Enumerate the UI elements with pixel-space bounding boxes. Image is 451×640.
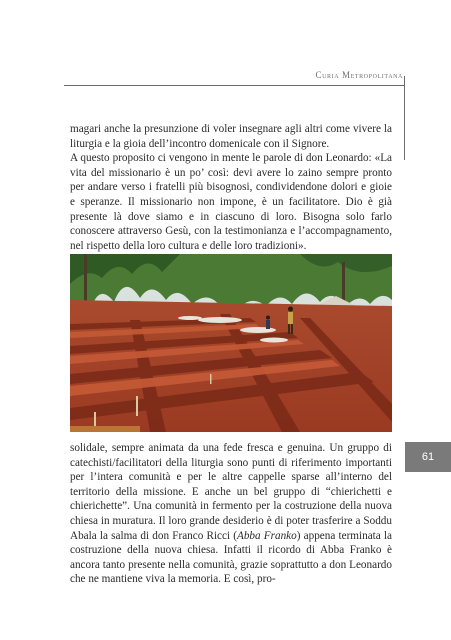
construction-site-photo <box>70 254 392 432</box>
paragraph <box>70 441 392 587</box>
header-rule-horizontal <box>64 85 405 86</box>
construction-site-illustration <box>70 254 392 432</box>
running-head: Curia Metropolitana <box>315 70 403 80</box>
paragraph-text: solidale, sempre animata da una fede fresca e genuina. Un gruppo di catechisti/facilitatori della liturgia sono punti di riferimento importanti per l’intera comunità e per le altre cappelle sparse all’interno del territorio della missione. E anche un bel gruppo di “chierichetti e chierichette”. Una comunità in fermento per la costruzione della nuova chiesa in muratura. Il loro grande desiderio è di poter trasferire a Soddu Abala la salma di don Franco Ricci ( <box>70 442 392 542</box>
paragraph: magari anche la presunzione di voler insegnare agli altri come vivere la liturgia e la gioia dell’incontro domenicale con il Signore. <box>70 123 392 150</box>
page-number-tab <box>405 442 451 472</box>
paragraph: A questo proposito ci vengono in mente le parole di don Leonardo: «La vita del missionario è un po’ così: devi avere lo zaino sempre pronto per andare verso i fratelli più bisognosi, condividendone dolori e gioie e speranze. Il missionario non impone, è un facilitatore. Dio è già presente là dove siamo e in ciascuno di loro. Bisogna solo farlo conoscere attraverso Gesù, con la testimonianza e l’accompagnamento, nel rispetto della loro cultura e delle loro tradizioni». <box>70 152 392 252</box>
page-number: 61 <box>421 451 435 463</box>
body-text-top <box>70 122 392 268</box>
paragraph-text: ) appena terminata la costruzione della nuova chiesa. Infatti il ricordo di Abba Franko è ancora tanto presente nella comunità, grazie soprattutto a don Leonardo che ne mantiene viva la memoria. E così, pro- <box>70 529 392 586</box>
header-rule-vertical <box>404 76 405 160</box>
body-text-bottom <box>70 441 392 587</box>
italic-name: Abba Franko <box>237 529 297 542</box>
